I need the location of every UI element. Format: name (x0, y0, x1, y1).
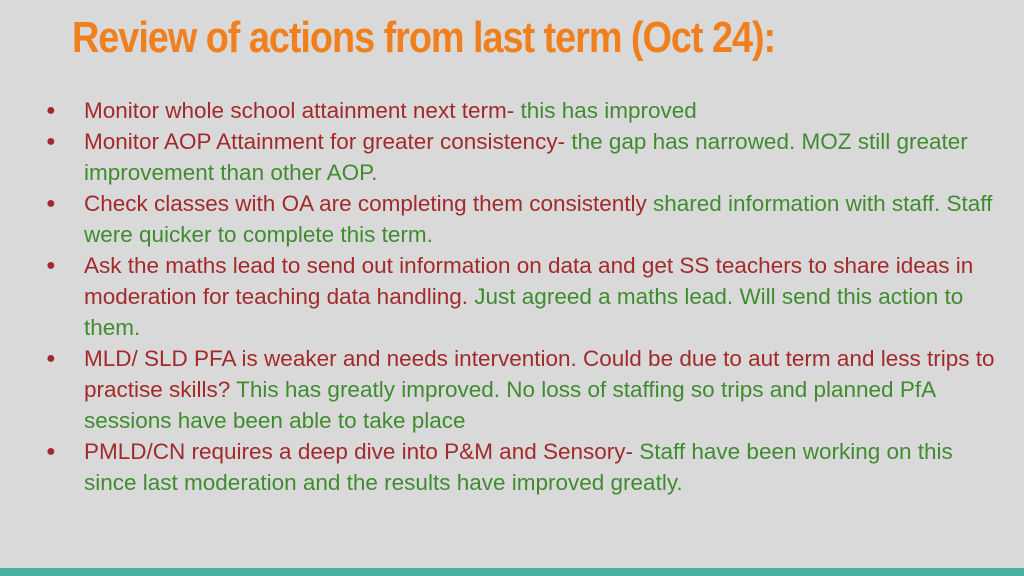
slide-title: Review of actions from last term (Oct 24): (72, 13, 776, 62)
bullet-icon: ● (46, 443, 56, 460)
list-item-mld-sld-pfa (44, 343, 1004, 436)
response-text: Staff have been working on this since last moderation and the results have improved greatly. (84, 439, 953, 495)
response-text: shared information with staff. Staff were quicker to complete this term. (84, 191, 993, 247)
response-text: This has greatly improved. No loss of staffing so trips and planned PfA sessions have been able to take place (84, 377, 935, 433)
list-item-pmld-cn (44, 436, 1004, 498)
list-item-monitor-aop (44, 126, 1004, 188)
action-text: Monitor AOP Attainment for greater consistency- (84, 129, 566, 154)
list-item-monitor-whole-school (44, 95, 1004, 126)
action-text: Monitor whole school attainment next term- (84, 98, 515, 123)
bullet-icon: ● (46, 195, 56, 212)
action-text: MLD/ SLD PFA is weaker and needs intervention. Could be due to aut term and less trips to practise skills? (84, 346, 995, 402)
bullet-icon: ● (46, 257, 56, 274)
action-text: PMLD/CN requires a deep dive into P&M and Sensory- (84, 439, 634, 464)
bullet-icon: ● (46, 350, 56, 367)
list-item-check-classes-oa (44, 188, 1004, 250)
bullet-icon: ● (46, 102, 56, 119)
actions-list (44, 95, 1004, 498)
response-text: this has improved (514, 98, 697, 123)
bottom-accent-bar (0, 568, 1024, 576)
action-text: Ask the maths lead to send out information on data and get SS teachers to share ideas in moderation for teaching data handling. (84, 253, 974, 309)
list-item-maths-lead (44, 250, 1004, 343)
action-text: Check classes with OA are completing them consistently (84, 191, 647, 216)
response-text: Just agreed a maths lead. Will send this action to them. (84, 284, 964, 340)
bullet-icon: ● (46, 133, 56, 150)
response-text: the gap has narrowed. MOZ still greater improvement than other AOP. (84, 129, 968, 185)
